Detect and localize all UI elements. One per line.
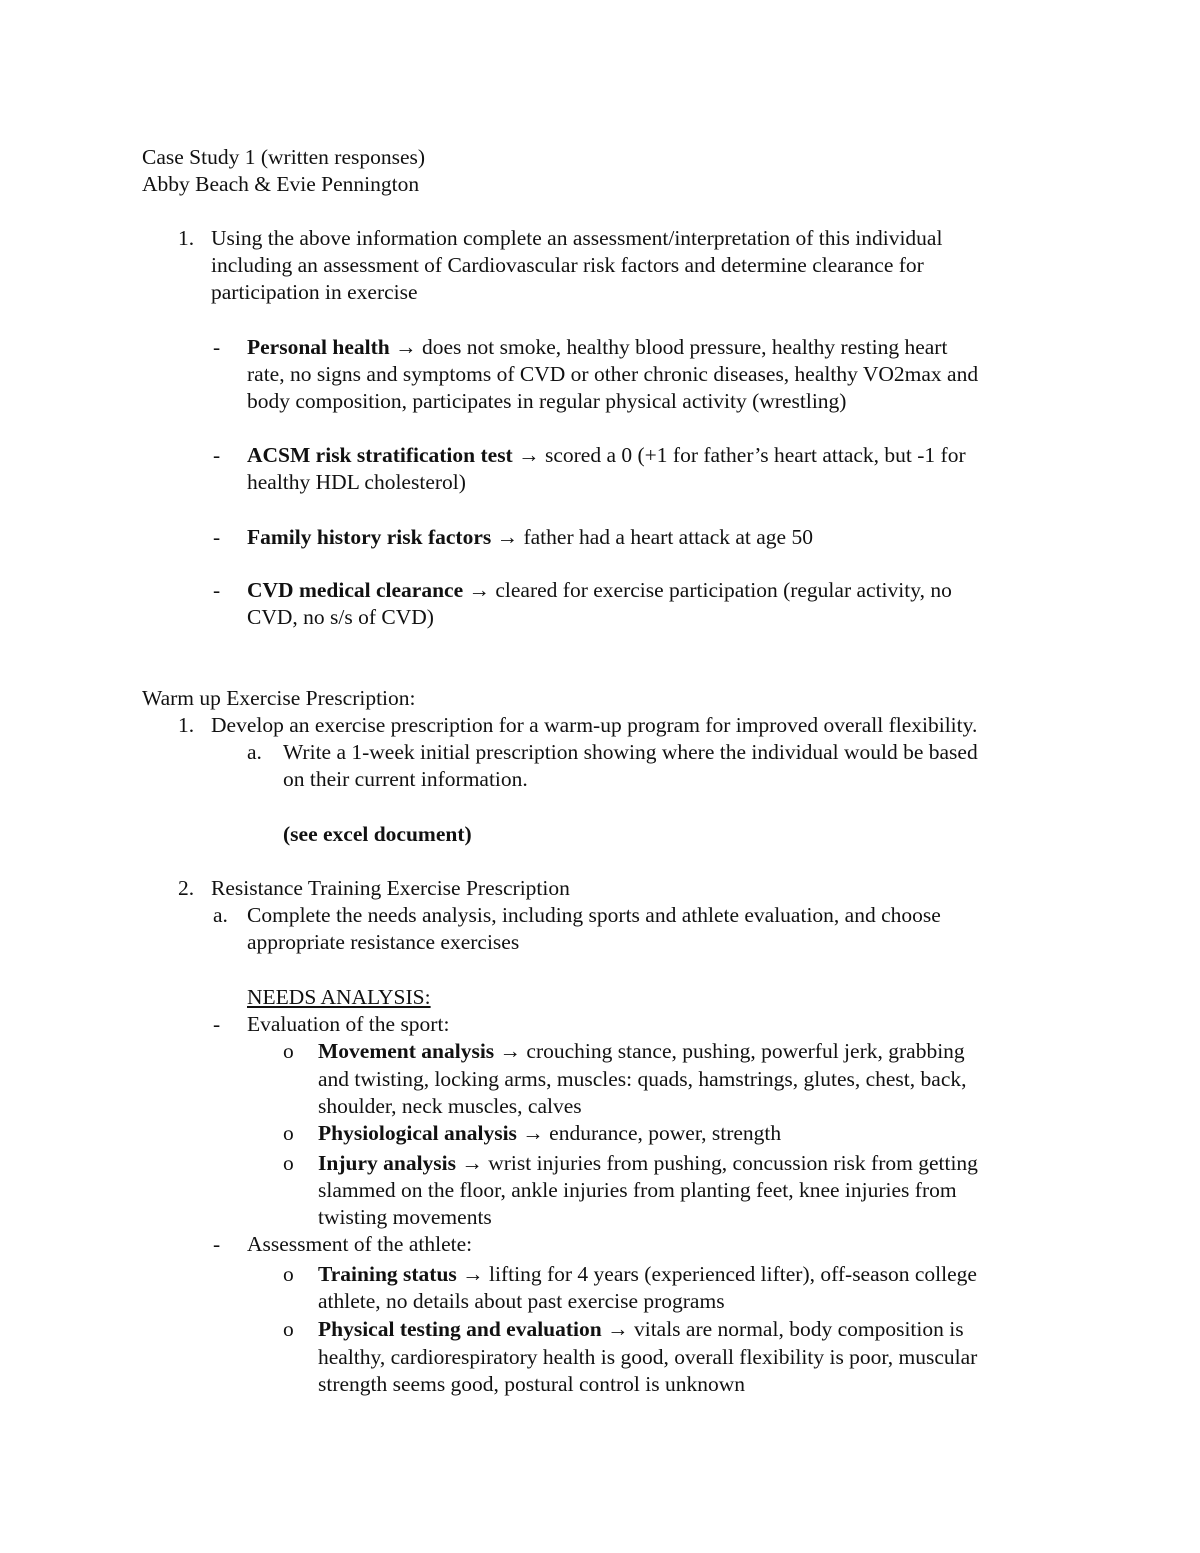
q1-text-line: participation in exercise — [211, 280, 418, 304]
warmup-note: (see excel document) — [283, 822, 472, 846]
list-item-family-history — [247, 524, 813, 551]
document-title: Case Study 1 (written responses) — [142, 145, 426, 169]
list-item-cvd-clearance — [247, 577, 952, 604]
bullet-label: Movement analysis — [318, 1039, 495, 1063]
bullet-text-line: healthy, cardiorespiratory health is good, overall flexibility is poor, muscular — [318, 1345, 978, 1369]
bullet-movement-analysis — [318, 1038, 965, 1065]
item-label: CVD medical clearance — [247, 578, 464, 602]
bullet-circle-icon: o — [283, 1262, 294, 1286]
document-authors: Abby Beach & Evie Pennington — [142, 172, 420, 196]
bullet-circle-icon: o — [283, 1151, 294, 1175]
resistance-number: 2. — [178, 876, 195, 900]
bullet-text-line: shoulder, neck muscles, calves — [318, 1094, 582, 1118]
item-text: scored a 0 (+1 for father’s heart attack, but -1 for — [539, 443, 966, 467]
bullet-circle-icon: o — [283, 1317, 294, 1341]
item-text: father had a heart attack at age 50 — [518, 525, 813, 549]
item-text-line: healthy HDL cholesterol) — [247, 470, 466, 494]
warmup-text: Develop an exercise prescription for a warm-up program for improved overall flexibility. — [211, 713, 978, 737]
q1-text-line: including an assessment of Cardiovascular risk factors and determine clearance for — [211, 253, 924, 277]
needs-analysis-heading: NEEDS ANALYSIS: — [247, 985, 431, 1009]
bullet-text-line: strength seems good, postural control is unknown — [318, 1372, 745, 1396]
list-dash: - — [213, 525, 221, 549]
arrow-icon: → — [461, 1151, 483, 1175]
list-item-acsm — [247, 442, 966, 469]
item-text-line: rate, no signs and symptoms of CVD or other chronic diseases, healthy VO2max and — [247, 362, 979, 386]
item-label: Personal health — [247, 335, 390, 359]
bullet-label: Injury analysis — [318, 1151, 456, 1175]
section-heading-athlete: Assessment of the athlete: — [247, 1232, 473, 1256]
section-heading-sport: Evaluation of the sport: — [247, 1012, 450, 1036]
bullet-text: vitals are normal, body composition is — [628, 1317, 964, 1341]
bullet-text-line: athlete, no details about past exercise programs — [318, 1289, 725, 1313]
arrow-icon: → — [496, 525, 519, 549]
warmup-heading: Warm up Exercise Prescription: — [142, 686, 416, 710]
list-dash: - — [213, 335, 221, 359]
list-dash: - — [213, 1012, 221, 1036]
resistance-sub-line: appropriate resistance exercises — [247, 930, 520, 954]
bullet-text: wrist injuries from pushing, concussion risk from getting — [482, 1151, 978, 1175]
bullet-text: endurance, power, strength — [543, 1121, 782, 1145]
warmup-sub-marker: a. — [247, 740, 262, 764]
list-item-personal-health — [247, 334, 947, 361]
bullet-label: Physiological analysis — [318, 1121, 517, 1145]
resistance-text: Resistance Training Exercise Prescription — [211, 876, 570, 900]
bullet-training-status — [318, 1261, 977, 1288]
warmup-number: 1. — [178, 713, 195, 737]
item-text: does not smoke, healthy blood pressure, healthy resting heart — [416, 335, 948, 359]
warmup-sub-line: on their current information. — [283, 767, 528, 791]
arrow-icon: → — [499, 1039, 522, 1063]
arrow-icon: → — [522, 1121, 544, 1145]
q1-number: 1. — [178, 226, 195, 250]
bullet-text-line: twisting movements — [318, 1205, 492, 1229]
bullet-injury-analysis — [318, 1150, 978, 1177]
bullet-circle-icon: o — [283, 1039, 294, 1063]
arrow-icon: → — [468, 578, 490, 602]
item-text: cleared for exercise participation (regular activity, no — [490, 578, 952, 602]
item-text-line: CVD, no s/s of CVD) — [247, 605, 434, 629]
bullet-physiological-analysis — [318, 1120, 781, 1147]
item-label: Family history risk factors — [247, 525, 492, 549]
bullet-text-line: and twisting, locking arms, muscles: quads, hamstrings, glutes, chest, back, — [318, 1067, 967, 1091]
warmup-sub-line: Write a 1-week initial prescription showing where the individual would be based — [283, 740, 978, 764]
bullet-text: crouching stance, pushing, powerful jerk, grabbing — [521, 1039, 965, 1063]
arrow-icon: → — [607, 1317, 629, 1341]
bullet-physical-testing — [318, 1316, 964, 1343]
bullet-text-line: slammed on the floor, ankle injuries from planting feet, knee injuries from — [318, 1178, 957, 1202]
resistance-sub-marker: a. — [213, 903, 228, 927]
bullet-text: lifting for 4 years (experienced lifter), off-season college — [483, 1262, 977, 1286]
item-text-line: body composition, participates in regular physical activity (wrestling) — [247, 389, 847, 413]
item-label: ACSM risk stratification test — [247, 443, 513, 467]
list-dash: - — [213, 1232, 221, 1256]
list-dash: - — [213, 578, 221, 602]
arrow-icon: → — [462, 1262, 484, 1286]
bullet-label: Training status — [318, 1262, 457, 1286]
q1-text-line: Using the above information complete an assessment/interpretation of this individual — [211, 226, 943, 250]
arrow-icon: → — [518, 443, 540, 467]
arrow-icon: → — [395, 335, 417, 359]
list-dash: - — [213, 443, 221, 467]
bullet-label: Physical testing and evaluation — [318, 1317, 602, 1341]
bullet-circle-icon: o — [283, 1121, 294, 1145]
resistance-sub-line: Complete the needs analysis, including sports and athlete evaluation, and choose — [247, 903, 941, 927]
